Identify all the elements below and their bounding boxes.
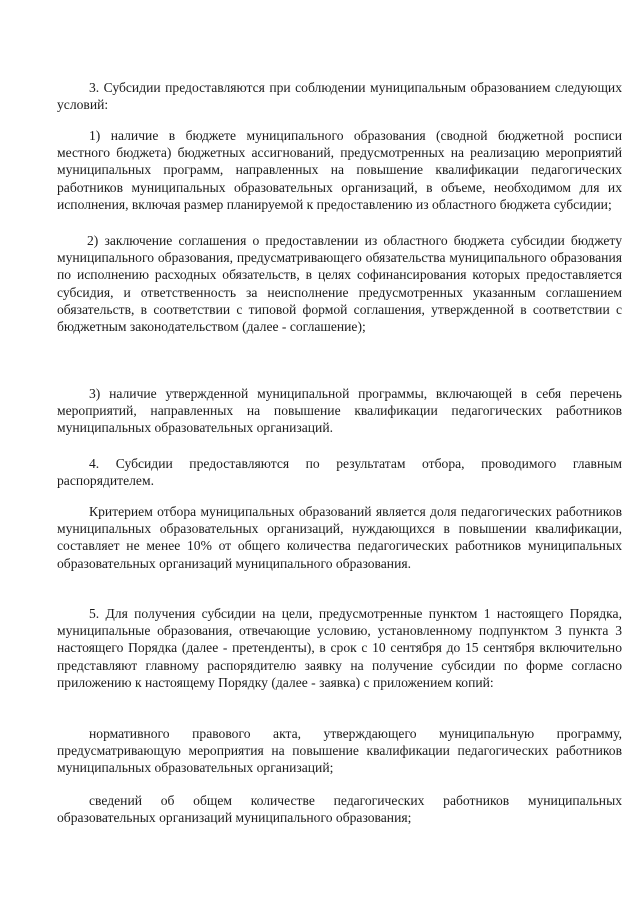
paragraph-condition-1: 1) наличие в бюджете муниципального образования (сводной бюджетной росписи местного бюджета) бюджетных ассигнований, предусмотренных на реализацию мероприятий муниципальных программ, направленных на повышение квалификации педагогических работников муниципальных образовательных организаций, в объеме, необходимом для их исполнения, включая размер планируемой к предоставлению из областного бюджета субсидии; xyxy=(57,128,622,212)
paragraph-attachment-legal-act: нормативного правового акта, утверждающего муниципальную программу, предусматривающую мероприятия на повышение квалификации педагогических работников муниципальных образовательных организаций; xyxy=(57,726,622,776)
paragraph-clause-5: 5. Для получения субсидии на цели, предусмотренные пунктом 1 настоящего Порядка, муниципальные образования, отвечающие условию, установленному подпунктом 3 пункта 3 настоящего Порядка (далее - претенденты), в срок с 10 сентября до 15 сентября включительно представляют главному распорядителю заявку на получение субсидии по форме согласно приложению к настоящему Порядку (далее - заявка) с приложением копий: xyxy=(57,606,622,690)
paragraph-clause-3: 3. Субсидии предоставляются при соблюдении муниципальным образованием следующих условий: xyxy=(57,80,622,113)
paragraph-condition-3: 3) наличие утвержденной муниципальной программы, включающей в себя перечень мероприятий, направленных на повышение квалификации педагогических работников муниципальных образовательных организаций. xyxy=(57,386,622,436)
paragraph-condition-2: 2) заключение соглашения о предоставлении из областного бюджета субсидии бюджету муниципального образования, предусматривающего обязательства муниципального образования по исполнению расходных обязательств, в целях софинансирования которых предоставляется субсидия, и ответственность за неисполнение предусмотренных указанным соглашением обязательств, в соответствии с типовой формой соглашения, утвержденной в соответствии с бюджетным законодательством (далее - соглашение); xyxy=(57,233,622,335)
paragraph-attachment-staff-count: сведений об общем количестве педагогических работников муниципальных образовательных организаций муниципального образования; xyxy=(57,793,622,826)
paragraph-selection-criterion: Критерием отбора муниципальных образований является доля педагогических работников муниципальных образовательных организаций, нуждающихся в повышении квалификации, составляет не менее 10% от общего количества педагогических работников муниципальных образовательных организаций муниципального образования. xyxy=(57,504,622,571)
paragraph-clause-4: 4. Субсидии предоставляются по результатам отбора, проводимого главным распорядителем. xyxy=(57,456,622,489)
